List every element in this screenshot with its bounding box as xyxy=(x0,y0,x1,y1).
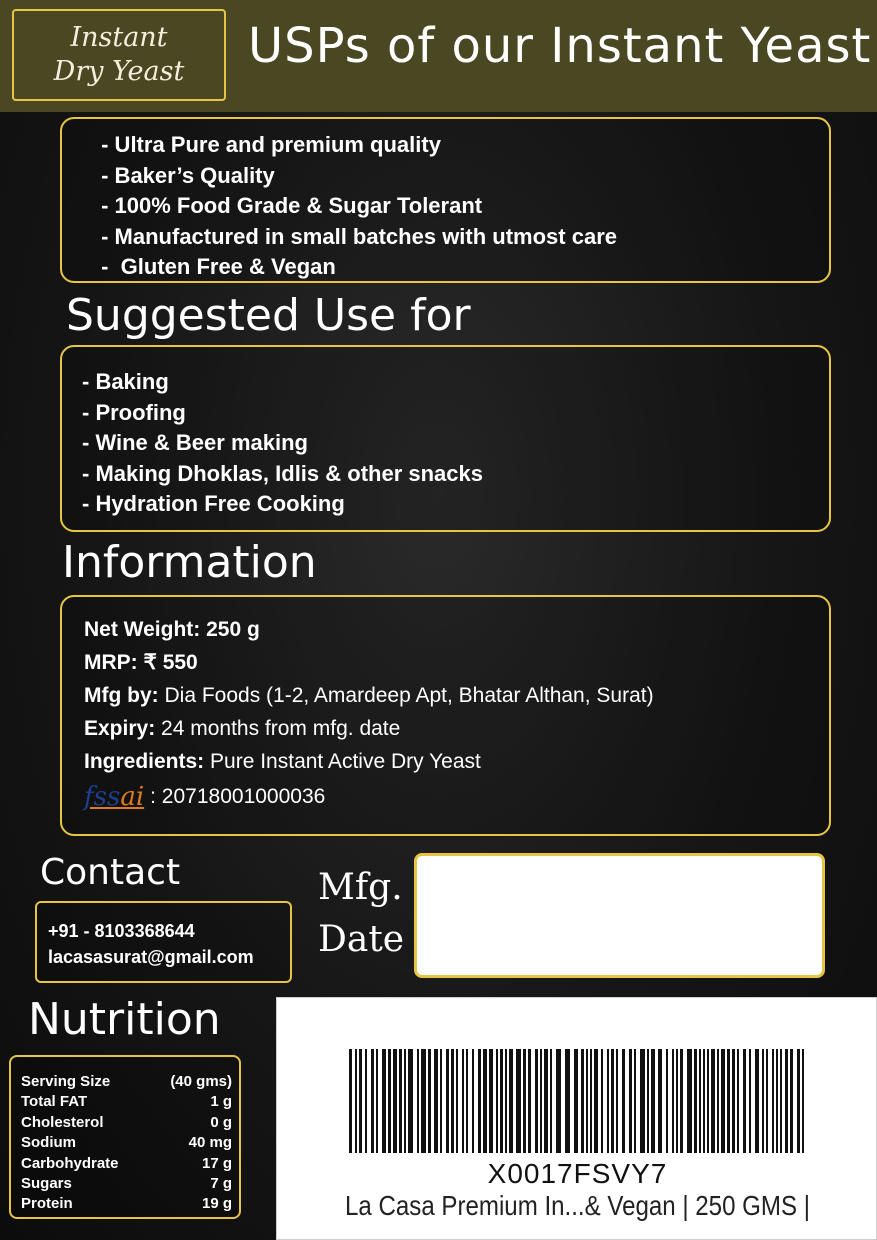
table-row xyxy=(21,1092,232,1112)
mfg-date-line-1: Mfg. xyxy=(318,867,403,908)
ingredients-value: Pure Instant Active Dry Yeast xyxy=(204,750,481,773)
net-weight-text: Net Weight: 250 g xyxy=(84,618,260,641)
nutrient-value: 40 mg xyxy=(188,1134,232,1152)
mfg-date-box xyxy=(414,853,825,978)
fssai-number: : 20718001000036 xyxy=(150,785,326,808)
table-row xyxy=(21,1174,232,1194)
contact-panel xyxy=(35,901,292,983)
manufacturer-label: Mfg by: xyxy=(84,684,159,707)
usp-item: - 100% Food Grade & Sugar Tolerant xyxy=(95,193,483,219)
brand-line-2: Dry Yeast xyxy=(53,56,185,87)
nutrient-label: Sodium xyxy=(21,1134,76,1152)
nutrient-label: Cholesterol xyxy=(21,1113,104,1131)
nutrient-value: 1 g xyxy=(210,1093,232,1111)
table-row xyxy=(21,1072,232,1092)
suggested-use-panel xyxy=(60,345,831,532)
table-row xyxy=(21,1194,232,1214)
usp-item: - Manufactured in small batches with utmost care xyxy=(95,223,617,249)
expiry-label: Expiry: xyxy=(84,717,156,740)
net-weight xyxy=(84,613,829,646)
nutrient-label: Sugars xyxy=(21,1175,72,1193)
nutrient-label: Total FAT xyxy=(21,1093,88,1111)
information-heading: Information xyxy=(62,537,317,588)
nutrient-label: Serving Size xyxy=(21,1073,111,1090)
mfg-date-label xyxy=(318,862,404,966)
header-title: USPs of our Instant Yeast xyxy=(248,18,872,74)
information-panel xyxy=(60,595,831,836)
usp-item: - Gluten Free & Vegan xyxy=(95,254,336,280)
fssai-logo-main: fss xyxy=(84,781,121,812)
barcode-sticker xyxy=(276,997,877,1240)
nutrition-panel xyxy=(9,1055,241,1219)
table-row xyxy=(21,1113,232,1133)
nutrient-value: 17 g xyxy=(201,1154,232,1172)
mrp xyxy=(84,646,829,679)
nutrition-heading: Nutrition xyxy=(28,994,221,1045)
table-row xyxy=(21,1133,232,1153)
nutrient-label: Carbohydrate xyxy=(21,1154,119,1172)
fssai-logo xyxy=(84,781,144,814)
mrp-text: MRP: ₹ 550 xyxy=(84,651,198,674)
contact-phone: +91 - 8103368644 xyxy=(48,921,195,941)
ingredients xyxy=(84,745,829,778)
usp-item: - Ultra Pure and premium quality xyxy=(95,132,441,157)
barcode-description: La Casa Premium In...& Vegan | 250 GMS | xyxy=(345,1190,810,1221)
barcode-image xyxy=(277,998,877,1158)
contact-email: lacasasurat@gmail.com xyxy=(48,947,254,967)
usp-panel xyxy=(60,117,831,283)
header-band xyxy=(0,0,877,112)
nutrition-table xyxy=(21,1072,232,1215)
contact-heading: Contact xyxy=(40,852,181,893)
expiry-value: 24 months from mfg. date xyxy=(155,717,401,740)
manufacturer-value: Dia Foods (1-2, Amardeep Apt, Bhatar Althan, Surat) xyxy=(158,684,654,707)
nutrient-value: 19 g xyxy=(201,1195,232,1213)
ingredients-label: Ingredients: xyxy=(84,750,205,773)
use-item: - Making Dhoklas, Idlis & other snacks xyxy=(82,460,483,486)
use-item: - Baking xyxy=(82,369,169,394)
use-item: - Wine & Beer making xyxy=(82,430,308,456)
use-item: - Proofing xyxy=(82,399,186,425)
nutrient-label: Protein xyxy=(21,1195,73,1213)
mfg-date-line-2: Date xyxy=(318,919,405,960)
brand-box xyxy=(12,9,226,101)
brand-line-1: Instant xyxy=(70,22,168,53)
nutrient-value: 0 g xyxy=(210,1113,232,1131)
suggested-use-heading: Suggested Use for xyxy=(66,290,471,341)
nutrient-value: 7 g xyxy=(210,1175,232,1193)
nutrient-value: (40 gms) xyxy=(170,1073,232,1090)
manufacturer xyxy=(84,679,829,712)
usp-item: - Baker’s Quality xyxy=(95,162,275,188)
table-row xyxy=(21,1154,232,1174)
use-item: - Hydration Free Cooking xyxy=(82,491,345,517)
barcode-code: X0017FSVY7 xyxy=(487,1158,668,1189)
fssai-line xyxy=(84,780,829,814)
expiry xyxy=(84,712,829,745)
fssai-logo-accent: ai xyxy=(120,781,145,812)
